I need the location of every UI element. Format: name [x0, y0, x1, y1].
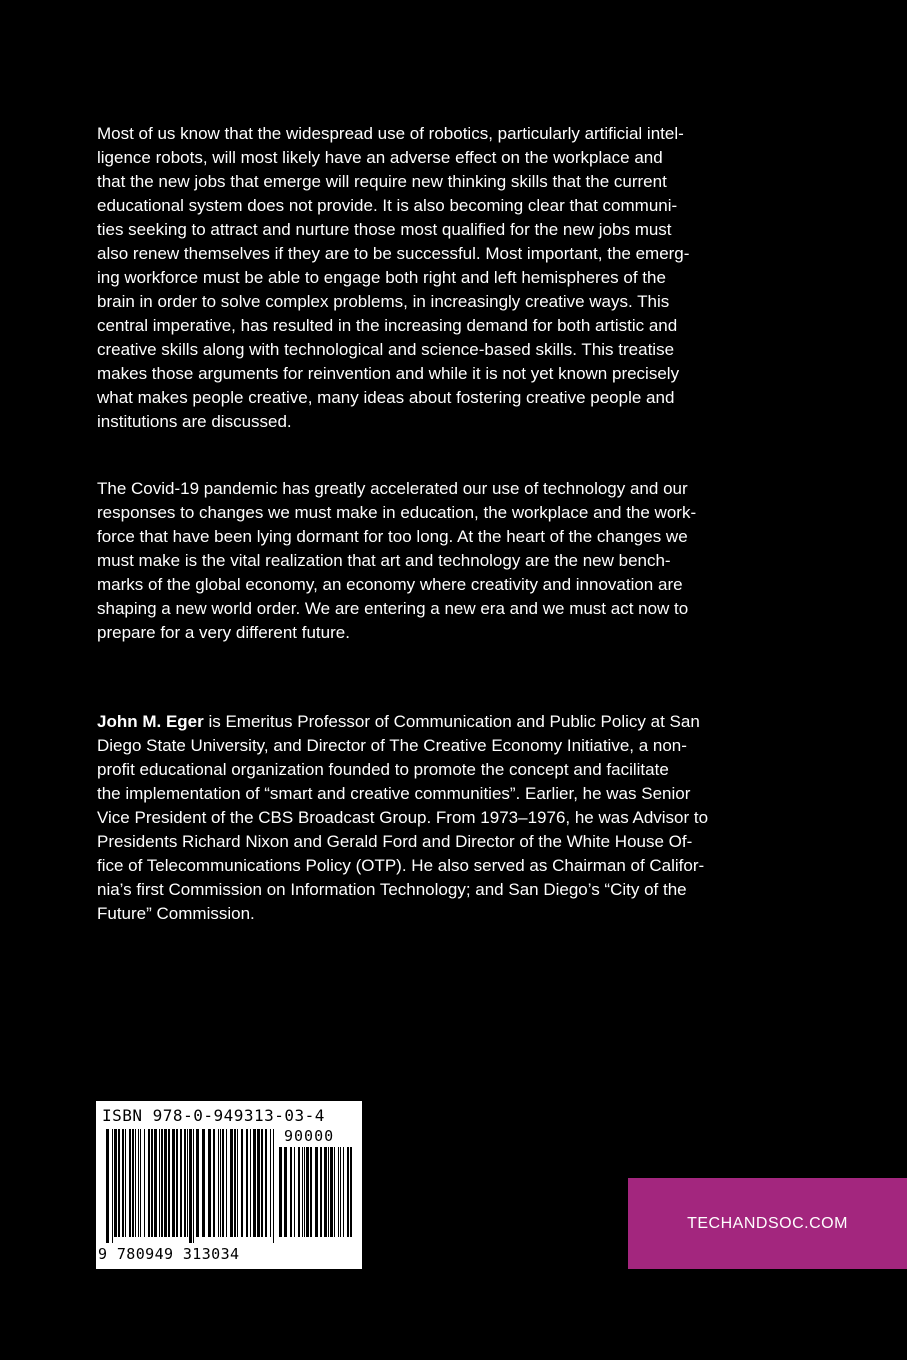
barcode-bar — [350, 1147, 352, 1237]
barcode-bar — [250, 1129, 251, 1237]
barcode-bar — [343, 1147, 344, 1237]
barcode-bar — [294, 1147, 295, 1237]
barcode-bar — [202, 1129, 205, 1237]
barcode-bar — [189, 1129, 192, 1243]
author-name: John M. Eger — [97, 712, 204, 731]
ean-bars — [106, 1129, 276, 1243]
barcode-bar — [148, 1129, 150, 1237]
barcode-bar — [338, 1147, 339, 1237]
barcode-bar — [246, 1129, 248, 1237]
barcode-bar — [330, 1147, 333, 1237]
barcode-bar — [237, 1129, 238, 1237]
barcode-bar — [304, 1147, 305, 1237]
barcode-bar — [154, 1129, 157, 1237]
website-badge — [628, 1178, 907, 1269]
barcode-bar — [334, 1147, 335, 1237]
barcode-bar — [310, 1147, 312, 1237]
barcode-bar — [187, 1129, 188, 1237]
barcode-bar — [161, 1129, 163, 1237]
barcode-bar — [253, 1129, 256, 1237]
barcode-bar — [118, 1129, 120, 1237]
barcode-bar — [306, 1147, 309, 1237]
barcode-bar — [176, 1129, 178, 1237]
barcode-bar — [347, 1147, 349, 1237]
barcode-bar — [144, 1129, 145, 1237]
barcode-bar — [129, 1129, 131, 1237]
barcode-bar — [261, 1129, 263, 1237]
barcode-bar — [168, 1129, 170, 1237]
barcode-bar — [290, 1147, 292, 1237]
author-bio-paragraph — [97, 710, 811, 926]
barcode-bar — [135, 1129, 136, 1237]
ean-digits: 9 780949 313034 — [98, 1245, 240, 1263]
barcode-bar — [151, 1129, 153, 1237]
barcode-bar — [328, 1147, 329, 1237]
barcode-bar — [132, 1129, 134, 1237]
barcode-bar — [284, 1147, 287, 1237]
barcode-bar — [270, 1129, 271, 1237]
barcode-bar — [315, 1147, 318, 1237]
barcode-bar — [298, 1147, 300, 1237]
barcode-bar — [324, 1147, 327, 1237]
barcode-bar — [164, 1129, 167, 1237]
description-paragraph-1: Most of us know that the widespread use of robotics, particularly artificial intel- ligence robots, will most likely have an adverse effect on the workplace and that the new jobs that emerge will require new thinking skills that the current educational system does not provide. It is also becoming clear that communi- ties seeking to attract and nurture those most qualified for the new jobs must also renew themselves if they are to be successful. Most important, the emerg- ing workforce must be able to engage both right and left hemispheres of the brain in order to solve complex problems, in increasingly creative ways. This central imperative, has resulted in the increasing demand for both artistic and creative skills along with technological and science-based skills. This treatise makes those arguments for reinvention and while it is not yet known precisely what makes people creative, many ideas about fostering creative people and institutions are discussed. — [97, 124, 690, 431]
isbn-label: ISBN 978-0-949313-03-4 — [102, 1106, 325, 1125]
barcode-bar — [222, 1129, 224, 1237]
author-bio-text: is Emeritus Professor of Communication and Public Policy at San Diego State University, and Director of The Creative Economy Initiative, a non- profit educational organization founded to promote the concept and facilitate the implementation of “smart and creative communities”. Earlier, he was Senior Vice President of the CBS Broadcast Group. From 1973–1976, he was Advisor to Presidents Richard Nixon and Gerald Ford and Director of the White House Of- fice of Telecommunications Policy (OTP). He also served as Chairman of Califor- nia’s first Commission on Information Technology; and San Diego’s “City of the Future” Commission. — [97, 712, 709, 923]
barcode-bar — [226, 1129, 227, 1237]
barcode-bar — [208, 1129, 211, 1237]
barcode-bar — [241, 1129, 243, 1237]
barcode-bar — [114, 1129, 117, 1237]
barcode-bar — [112, 1129, 113, 1243]
barcode-bar — [172, 1129, 175, 1237]
barcode-bar — [340, 1147, 341, 1237]
barcode-bar — [180, 1129, 182, 1237]
barcode-bar — [125, 1129, 126, 1237]
barcode-bar — [140, 1129, 141, 1237]
description-paragraph-2: The Covid-19 pandemic has greatly accelerated our use of technology and our responses to changes we must make in education, the workplace and the work- force that have been lying dormant for too long. At the heart of the changes we must make is the vital realization that art and technology are the new bench- marks of the global economy, an economy where creativity and innovation are shaping a new world order. We are entering a new era and we must act now to prepare for a very different future. — [97, 479, 697, 642]
barcode-bar — [320, 1147, 322, 1237]
barcode-bar — [265, 1129, 267, 1237]
website-url: TECHANDSOC.COM — [687, 1214, 848, 1232]
barcode-bar — [273, 1129, 274, 1243]
barcode-bar — [220, 1129, 221, 1237]
barcode-bar — [234, 1129, 236, 1237]
barcode-bar — [218, 1129, 219, 1237]
price-code: 90000 — [284, 1127, 335, 1145]
barcode-bar — [257, 1129, 260, 1237]
barcode-bar — [159, 1129, 160, 1237]
isbn-barcode — [96, 1101, 362, 1269]
barcode-bar — [138, 1129, 139, 1237]
barcode-bar — [193, 1129, 194, 1243]
barcode-bar — [230, 1129, 233, 1237]
barcode-bar — [302, 1147, 303, 1237]
barcode-bar — [106, 1129, 109, 1243]
barcode-bar — [184, 1129, 186, 1237]
barcode-bar — [279, 1147, 282, 1237]
barcode-bar — [122, 1129, 124, 1237]
barcode-bar — [196, 1129, 199, 1237]
addon-bars — [279, 1147, 355, 1243]
barcode-bar — [213, 1129, 215, 1237]
